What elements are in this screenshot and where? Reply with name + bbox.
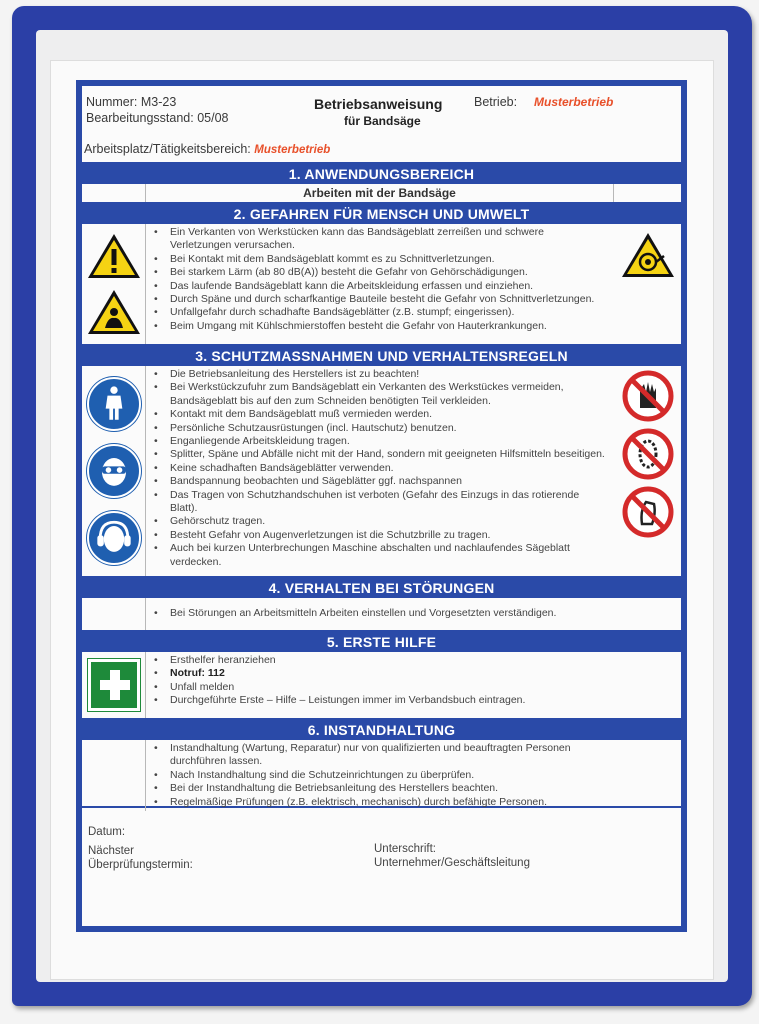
next-review-label [88,844,193,872]
section-6-list [146,740,614,811]
company-label: Betrieb: [474,95,518,109]
revision-date: Bearbeitungsstand: 05/08 [86,111,229,125]
signature-role: Unternehmer/Geschäftsleitung [374,857,530,869]
list-item: • Kontakt mit dem Bandsägeblatt muß vermieden werden. [150,408,608,421]
section-4-list [146,598,614,630]
list-item: • Keine schadhaften Bandsägeblätter verwenden. [150,462,608,475]
emergency-number: Notruf: 112 [170,667,225,680]
sheet-header [82,86,681,164]
document-number: Nummer: M3-23 [86,95,177,109]
section-2-right-icons [614,224,681,344]
section-1-text: Arbeiten mit der Bandsäge [146,184,614,202]
workplace-label: Arbeitsplatz/Tätigkeitsbereich: [84,142,251,156]
workplace-line [84,142,330,156]
company-value: Musterbetrieb [534,95,614,109]
list-item: • Besteht Gefahr von Augenverletzungen ist die Schutzbrille zu tragen. [150,529,608,542]
list-item: • Auch bei kurzen Unterbrechungen Maschine abschalten und nachlaufendes Sägeblatt verdecken. [150,542,608,569]
date-label: Datum: [88,826,126,838]
workplace-value: Musterbetrieb [254,144,331,156]
list-item: • Bandspannung beobachten und Sägeblätter ggf. nachspannen [150,475,608,488]
operating-instruction-sheet [76,80,687,932]
hand-injury-warning-icon [86,287,142,337]
list-item: • Unfallgefahr durch schadhafte Bandsägeblätter (z.B. stumpf; eingerissen). [150,306,608,319]
section-4-right-cell [614,598,681,630]
ear-protection-icon [87,511,141,565]
section-6-heading: 6. INSTANDHALTUNG [82,720,681,740]
document-subtitle: für Bandsäge [344,114,421,128]
section-5-row [82,652,681,720]
section-1-row [82,184,681,204]
document-title: Betriebsanweisung [314,96,443,112]
section-4-left-cell [82,598,146,630]
section-3-list [146,366,614,576]
section-2-row [82,224,681,346]
first-aid-icon [88,659,140,711]
section-1-left-cell [82,184,146,202]
section-5-left-icons [82,652,146,718]
list-item: • Persönliche Schutzausrüstungen (incl. Hautschutz) benutzen. [150,422,608,435]
section-5-heading: 5. ERSTE HILFE [82,632,681,652]
no-loose-clothing-icon [622,486,674,538]
list-item: • Bei Störungen an Arbeitsmitteln Arbeiten einstellen und Vorgesetzten verständigen. [150,607,608,620]
section-4-row [82,598,681,632]
section-1-heading: 1. ANWENDUNGSBEREICH [82,164,681,184]
next-label: Nächster [88,845,135,857]
section-3-right-icons [614,366,681,576]
list-item: • Ein Verkanten von Werkstücken kann das Bandsägeblatt zerreißen und schwere Verletzungen verursachen. [150,226,608,253]
list-item: • Das Tragen von Schutzhandschuhen ist verboten (Gefahr des Einzugs in das rotierende Blatt). [150,489,608,516]
list-item: • Ersthelfer heranziehen [150,654,608,667]
section-5-right-cell [614,652,681,718]
section-5-list [146,652,614,718]
list-item [150,667,608,680]
list-item: • Bei starkem Lärm (ab 80 dB(A)) besteht die Gefahr von Gehörschädigungen. [150,266,608,279]
list-item: • Durchgeführte Erste – Hilfe – Leistungen immer im Verbandsbuch eintragen. [150,694,608,707]
list-item: • Bei der Instandhaltung die Betriebsanleitung des Herstellers beachten. [150,782,608,795]
protective-clothing-icon [87,377,141,431]
no-jewelry-icon [622,428,674,480]
list-item: • Das laufende Bandsägeblatt kann die Arbeitskleidung erfassen und einziehen. [150,280,608,293]
general-warning-icon [86,231,142,281]
list-item: • Regelmäßige Prüfungen (z.B. elektrisch, mechanisch) durch befähigte Personen. [150,796,608,809]
list-item: • Die Betriebsanleitung des Herstellers ist zu beachten! [150,368,608,381]
list-item: • Beim Umgang mit Kühlschmierstoffen besteht die Gefahr von Hauterkrankungen. [150,320,608,333]
section-1-right-cell [614,184,681,202]
list-item: • Instandhaltung (Wartung, Reparatur) nur von qualifizierten und beauftragten Personen durchführen lassen. [150,742,608,769]
section-6-row [82,740,681,808]
list-item: • Nach Instandhaltung sind die Schutzeinrichtungen zu überprüfen. [150,769,608,782]
section-3-heading: 3. SCHUTZMASSNAHMEN UND VERHALTENSREGELN [82,346,681,366]
no-gloves-icon [622,370,674,422]
signature-area [82,808,681,944]
safety-goggles-icon [87,444,141,498]
section-2-heading: 2. GEFAHREN FÜR MENSCH UND UMWELT [82,204,681,224]
list-item: • Enganliegende Arbeitskleidung tragen. [150,435,608,448]
list-item: • Splitter, Späne und Abfälle nicht mit der Hand, sondern mit geeigneten Hilfsmitteln beseitigen. [150,448,608,461]
list-item: • Gehörschutz tragen. [150,515,608,528]
section-6-left-cell [82,740,146,811]
section-4-heading: 4. VERHALTEN BEI STÖRUNGEN [82,578,681,598]
section-2-left-icons [82,224,146,344]
section-3-left-icons [82,366,146,576]
signature-label [374,842,530,870]
entanglement-warning-icon [620,230,676,280]
list-item: • Bei Werkstückzufuhr zum Bandsägeblatt ein Verkanten des Werkstückes vermeiden, Bandsägeblatt bis auf den zum Schneiden benötigten Teil verkleiden. [150,381,608,408]
signature-title: Unterschrift: [374,843,436,855]
section-2-list [146,224,614,344]
review-date-label: Überprüfungstermin: [88,859,193,871]
list-item: • Bei Kontakt mit dem Bandsägeblatt kommt es zu Schnittverletzungen. [150,253,608,266]
section-6-right-cell [614,740,681,811]
list-item: • Unfall melden [150,681,608,694]
section-3-row [82,366,681,578]
list-item: • Durch Späne und durch scharfkantige Bauteile besteht die Gefahr von Schnittverletzungen. [150,293,608,306]
